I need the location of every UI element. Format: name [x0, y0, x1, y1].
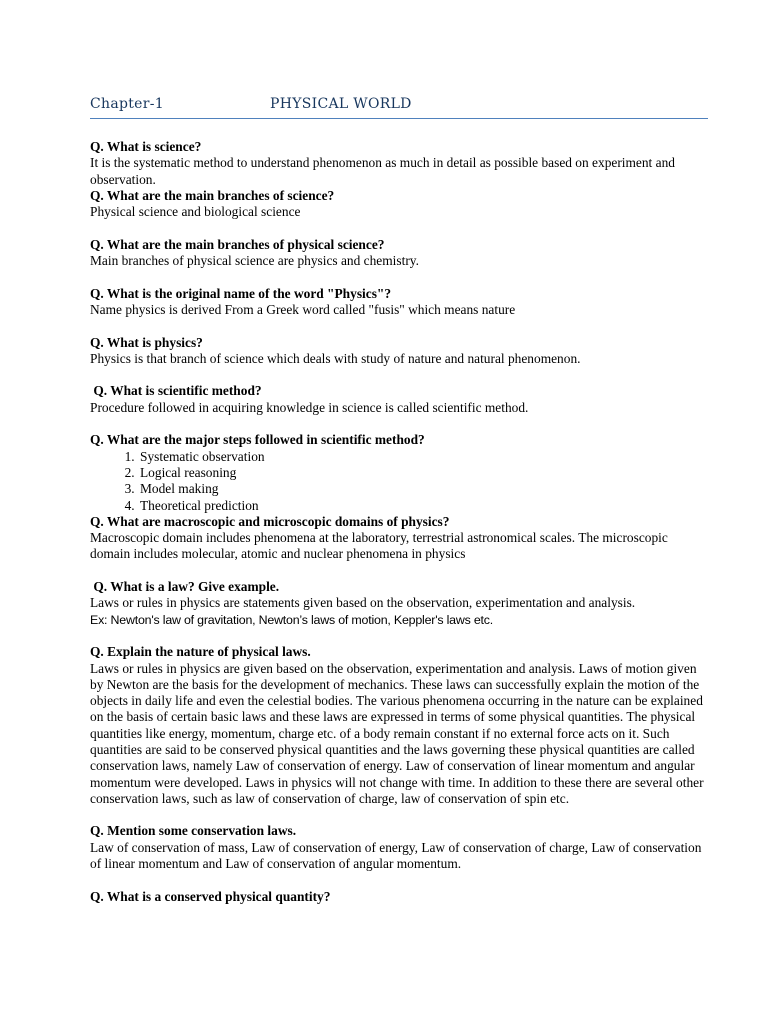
answer-what-is-science: It is the systematic method to understand phenomenon as much in detail as possible based on experiment and observation. — [90, 155, 675, 187]
steps-list — [90, 449, 710, 514]
answer-branches-of-science: Physical science and biological science — [90, 204, 301, 220]
chapter-label: Chapter-1 — [90, 96, 164, 112]
answer-what-is-physics: Physics is that branch of science which deals with study of nature and natural phenomenon. — [90, 350, 581, 366]
answer-scientific-method: Procedure followed in acquiring knowledge in science is called scientific method. — [90, 399, 529, 415]
question-original-name-physics: Q. What is the original name of the word "Physics"? — [90, 285, 392, 301]
list-item: 2. Logical reasoning — [138, 465, 710, 481]
question-nature-of-laws: Q. Explain the nature of physical laws. — [90, 644, 311, 660]
question-macroscopic-microscopic: Q. What are macroscopic and microscopic domains of physics? — [90, 513, 450, 529]
page-title: PHYSICAL WORLD — [270, 96, 412, 112]
question-conserved-quantity: Q. What is a conserved physical quantity? — [90, 888, 331, 904]
answer-branches-of-physical-science: Main branches of physical science are physics and chemistry. — [90, 253, 419, 269]
page-header — [90, 92, 706, 120]
answer-original-name-physics: Name physics is derived From a Greek word called "fusis" which means nature — [90, 301, 516, 317]
answer-macroscopic-microscopic: Macroscopic domain includes phenomena at the laboratory, terrestrial astronomical scales. The microscopic domain includes molecular, atomic and nuclear phenomena in physics — [90, 530, 668, 562]
question-what-is-science: Q. What is science? — [90, 139, 202, 154]
question-conservation-laws: Q. Mention some conservation laws. — [90, 823, 297, 839]
list-item: 3. Model making — [138, 481, 710, 497]
question-scientific-method: Q. What is scientific method? — [90, 383, 262, 399]
question-steps-scientific-method: Q. What are the major steps followed in scientific method? — [90, 432, 425, 448]
list-item: 4. Theoretical prediction — [138, 498, 710, 514]
answer-what-is-law: Laws or rules in physics are statements given based on the observation, experimentation and analysis. — [90, 595, 636, 611]
list-item: 1. Systematic observation — [138, 449, 710, 465]
question-what-is-physics: Q. What is physics? — [90, 334, 203, 350]
question-what-is-law: Q. What is a law? Give example. — [90, 579, 280, 595]
header-divider — [90, 118, 708, 119]
answer-law-example: Ex: Newton's law of gravitation, Newton’s laws of motion, Keppler's laws etc. — [90, 612, 493, 627]
answer-conservation-laws: Law of conservation of mass, Law of conservation of energy, Law of conservation of charge, Law of conservation of linear momentum and Law of conservation of angular momentum. — [90, 839, 702, 872]
answer-nature-of-laws: Laws or rules in physics are given based on the observation, experimentation and analysis. Laws of motion given by Newton are the basis for the development of mechanics. These laws can successfully explain the motion of the objects in daily life and even the celestial bodies. The various phenomena occurring in the nature can be explained on the basis of certain basic laws and these laws are expressed in terms of some physical quantities. The physical quantities like energy, momentum, charge etc. of a body remain constant if no external force acts on it. Such quantities are said to be conserved physical quantities and the laws governing these physical quantities are called conservation laws, namely Law of conservation of energy. Law of conservation of linear momentum and angular momentum were developed. Laws in physics will not change with time. In addition to these there are several other conservation laws, such as law of conservation of charge, law of conservation of spin etc. — [90, 660, 704, 806]
question-branches-of-science: Q. What are the main branches of science? — [90, 187, 335, 203]
document-body — [90, 139, 710, 905]
question-branches-of-physical-science: Q. What are the main branches of physical science? — [90, 236, 385, 252]
